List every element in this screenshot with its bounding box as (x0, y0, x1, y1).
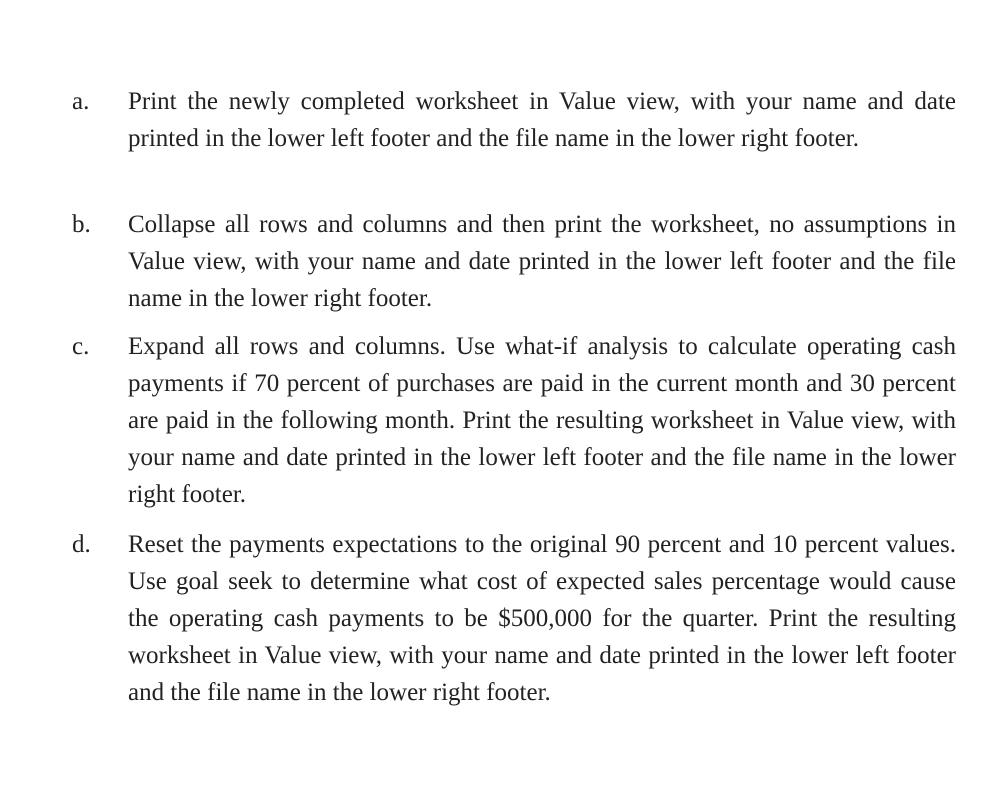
list-marker-c: c. (72, 333, 90, 360)
list-text-d: Reset the payments expectations to the original 90 percent and 10 percent values. Use goal seek to determine what cost of expected sales percentage would cause the operating cash payments to be $500,000 for the quarter. Print the resulting worksheet in Value view, with your name and date printed in the lower left footer and the file name in the lower right footer. (128, 531, 956, 706)
list-marker-d: d. (72, 531, 91, 558)
list-marker-a: a. (72, 88, 90, 115)
list-marker-b: b. (72, 211, 91, 238)
list-text-c: Expand all rows and columns. Use what-if analysis to calculate operating cash payments if 70 percent of purchases are paid in the current month and 30 percent are paid in the following month. Print the resulting worksheet in Value view, with your name and date printed in the lower left footer and the file name in the lower right footer. (128, 333, 956, 508)
list-text-b: Collapse all rows and columns and then print the worksheet, no assumptions in Value view, with your name and date printed in the lower left footer and the file name in the lower right footer. (128, 211, 956, 312)
list-text-a: Print the newly completed worksheet in Value view, with your name and date printed in the lower left footer and the file name in the lower right footer. (128, 88, 956, 152)
